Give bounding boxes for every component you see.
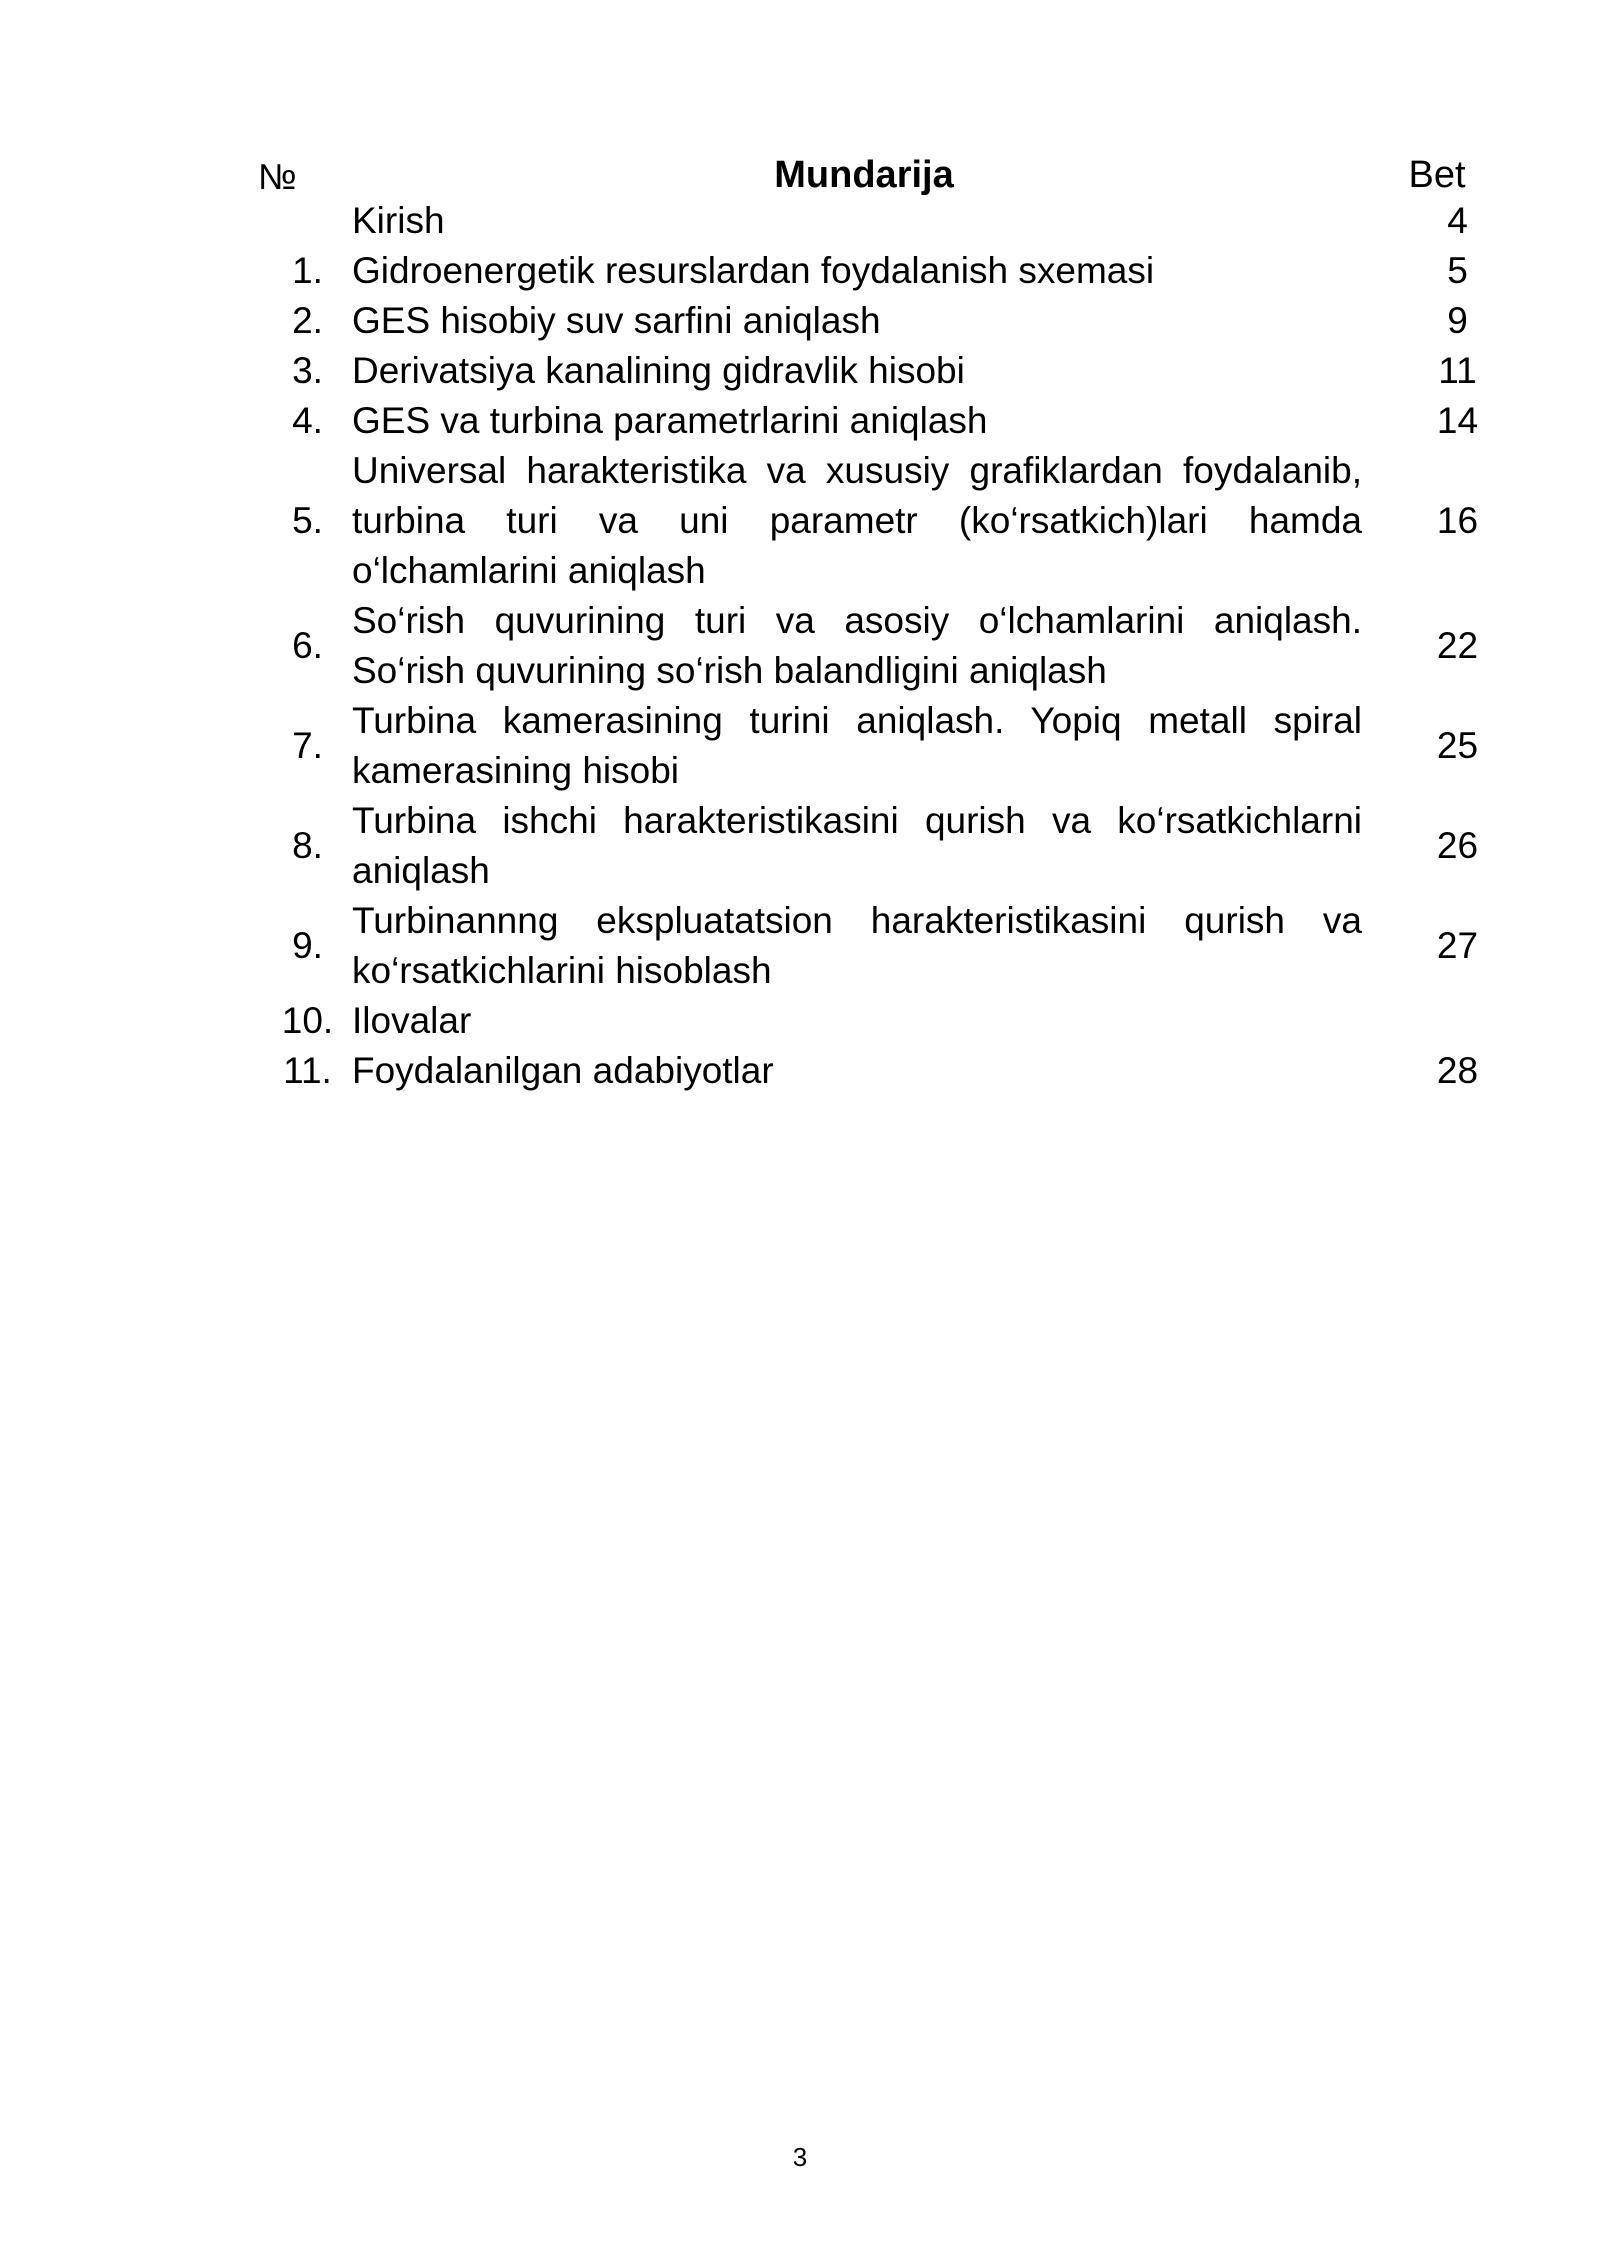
toc-entry-title: Gidroenergetik resurslardan foydalanish sxemasi — [352, 250, 1155, 291]
toc-entry — [0, 246, 1600, 296]
toc-entry-number: 3. — [292, 350, 323, 391]
toc-entry-title: GES hisobiy suv sarfini aniqlash — [352, 300, 881, 341]
toc-entry-page: 16 — [1436, 500, 1479, 541]
page-column-header: Bet — [1408, 154, 1466, 196]
toc-entry-title: So‘rish quvurining turi va asosiy o‘lchamlarini aniqlash. So‘rish quvurining so‘rish balandligini aniqlash — [352, 600, 1362, 691]
toc-entry — [0, 446, 1600, 596]
number-column-header: № — [258, 156, 297, 197]
page-number: 3 — [792, 2142, 808, 2172]
toc-entry-number: 9. — [292, 925, 323, 966]
toc-entry-title: Turbina ishchi harakteristikasini qurish va ko‘rsatkichlarni aniqlash — [352, 800, 1362, 891]
toc-header — [0, 148, 1600, 202]
toc-entry-title: Kirish — [352, 200, 445, 241]
toc-entry-number: 2. — [292, 300, 323, 341]
toc-entry — [0, 196, 1600, 246]
toc-entry-page: 26 — [1436, 825, 1479, 866]
toc-entry — [0, 396, 1600, 446]
toc-entry-number: 7. — [292, 725, 323, 766]
toc-entry-number: 1. — [292, 250, 323, 291]
toc-entry-number: 5. — [292, 500, 323, 541]
toc-entry-page: 4 — [1447, 200, 1468, 241]
toc-entry-page: 22 — [1436, 625, 1479, 666]
toc-entry-title: Derivatsiya kanalining gidravlik hisobi — [352, 350, 965, 391]
toc-entry — [0, 996, 1600, 1046]
toc-entry-page: 28 — [1436, 1050, 1479, 1091]
toc-entry-number: 4. — [292, 400, 323, 441]
toc-entry-title: Ilovalar — [352, 1000, 472, 1041]
toc-entry-number: 10. — [281, 1000, 334, 1041]
toc-entry-number: 6. — [292, 625, 323, 666]
toc-entry-title: Turbina kamerasining turini aniqlash. Yopiq metall spiral kamerasining hisobi — [352, 700, 1362, 791]
toc-entry — [0, 796, 1600, 896]
toc-title: Mundarija — [774, 154, 954, 196]
toc-entry-title: Turbinannng ekspluatatsion harakteristikasini qurish va ko‘rsatkichlarini hisoblash — [352, 900, 1362, 991]
toc-entry — [0, 346, 1600, 396]
toc-entry-title: Universal harakteristika va xususiy grafiklardan foydalanib, turbina turi va uni parametr (ko‘rsatkich)lari hamda o‘lchamlarini aniqlash — [352, 450, 1362, 591]
toc-entry-page: 27 — [1436, 925, 1479, 966]
toc-entry-page: 5 — [1447, 250, 1468, 291]
toc-entry — [0, 296, 1600, 346]
toc-entry-number: 11. — [283, 1050, 332, 1091]
toc-entry — [0, 596, 1600, 696]
toc-list — [0, 196, 1600, 1096]
toc-entry-number: 8. — [292, 825, 323, 866]
toc-entry — [0, 696, 1600, 796]
toc-entry-title: GES va turbina parametrlarini aniqlash — [352, 400, 988, 441]
toc-entry — [0, 1046, 1600, 1096]
toc-entry — [0, 896, 1600, 996]
toc-entry-page: 14 — [1436, 400, 1479, 441]
toc-entry-page: 25 — [1436, 725, 1479, 766]
toc-entry-title: Foydalanilgan adabiyotlar — [352, 1050, 774, 1091]
toc-entry-page: 9 — [1447, 300, 1468, 341]
toc-entry-page: 11 — [1438, 350, 1477, 391]
